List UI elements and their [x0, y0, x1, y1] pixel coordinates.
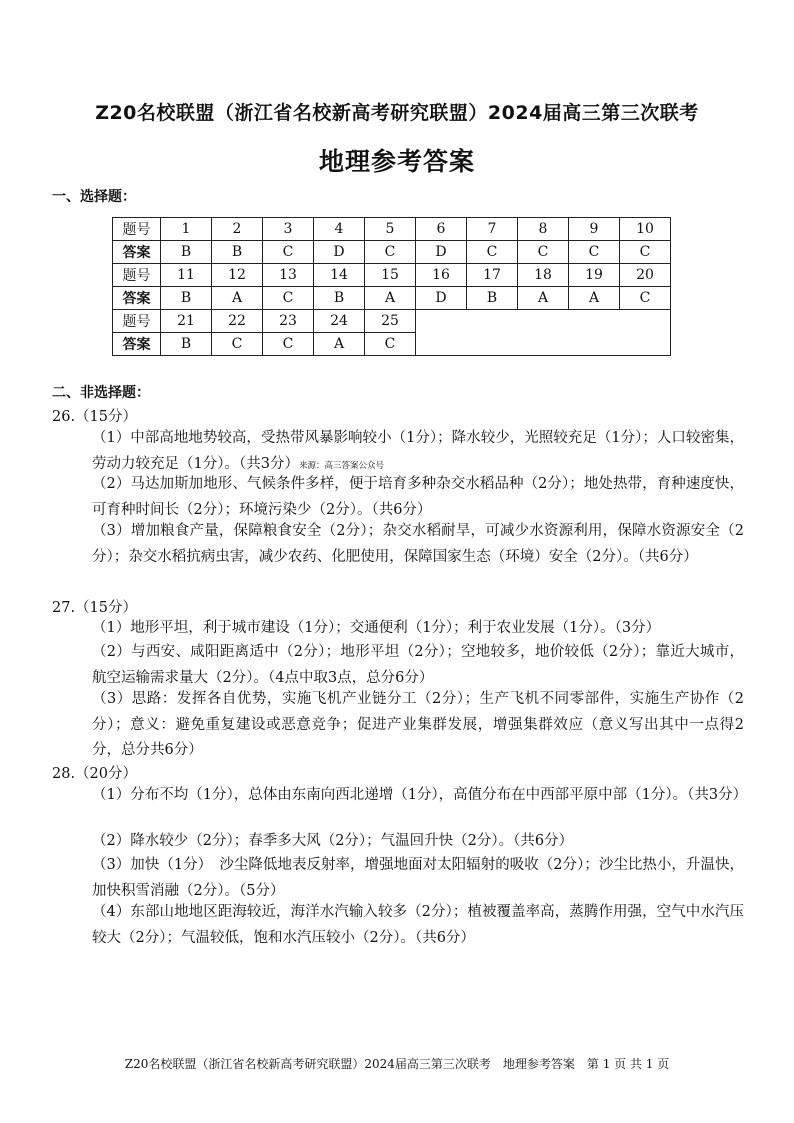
answer-row-label: 答案 [113, 287, 161, 310]
answer-cell: B [314, 287, 365, 310]
question-number-cell: 21 [161, 310, 212, 333]
q26-answer-1-text: （1）中部高地地势较高，受热带风暴影响较小（1分）；降水较少，光照较充足（1分）；人口较密集，劳动力较充足（1分）。（共3分） [92, 430, 744, 472]
question-row-label: 题号 [113, 218, 161, 241]
table-row [113, 218, 671, 241]
answer-row-label: 答案 [113, 241, 161, 264]
answer-cell: A [518, 287, 569, 310]
empty-cell [416, 310, 671, 356]
answer-cell: C [569, 241, 620, 264]
question-number-cell: 15 [365, 264, 416, 287]
answer-cell: D [314, 241, 365, 264]
answer-cell: B [467, 287, 518, 310]
question-27-label: 27.（15分） [52, 600, 138, 616]
document-title: Z20名校联盟（浙江省名校新高考研究联盟）2024届高三第三次联考 [95, 102, 699, 124]
question-number-cell: 13 [263, 264, 314, 287]
question-number-cell: 10 [620, 218, 671, 241]
answer-cell: D [416, 241, 467, 264]
question-number-cell: 8 [518, 218, 569, 241]
q27-answer-3: （3）思路：发挥各自优势，实施飞机产业链分工（2分）；生产飞机不同零部件，实施生产协作（2分）；意义：避免重复建设或恶意竞争；促进产业集群发展，增强集群效应（意义写出其中一点得2分，总分共6分） [92, 691, 744, 758]
question-number-cell: 22 [212, 310, 263, 333]
answer-cell: C [365, 241, 416, 264]
question-number-cell: 18 [518, 264, 569, 287]
answer-cell: B [161, 333, 212, 356]
question-number-cell: 24 [314, 310, 365, 333]
question-26-label: 26.（15分） [52, 409, 138, 425]
question-number-cell: 19 [569, 264, 620, 287]
answer-cell: A [212, 287, 263, 310]
q28-answer-3: （3）加快（1分） 沙尘降低地表反射率，增强地面对太阳辐射的吸收（2分）；沙尘比热小，升温快，加快积雪消融（2分）。（5分） [92, 857, 744, 899]
question-number-cell: 23 [263, 310, 314, 333]
question-number-cell: 25 [365, 310, 416, 333]
question-number-cell: 3 [263, 218, 314, 241]
page-footer: Z20名校联盟（浙江省名校新高考研究联盟）2024届高三第三次联考 地理参考答案 第 1 页 共 1 页 [124, 1057, 670, 1071]
question-number-cell: 12 [212, 264, 263, 287]
question-number-cell: 16 [416, 264, 467, 287]
section-heading-choice: 一、选择题： [52, 189, 136, 205]
answer-cell: D [416, 287, 467, 310]
answer-cell: C [518, 241, 569, 264]
q27-answer-1: （1）地形平坦，利于城市建设（1分）；交通便利（1分）；利于农业发展（1分）。（3分） [92, 620, 661, 636]
q26-answer-2: （2）马达加斯加地形、气候条件多样，便于培育多种杂交水稻品种（2分）；地处热带，育种速度快，可育种时间长（2分）；环境污染少（2分）。（共6分） [92, 476, 744, 518]
answer-cell: C [467, 241, 518, 264]
question-number-cell: 1 [161, 218, 212, 241]
answer-cell: C [365, 333, 416, 356]
question-number-cell: 9 [569, 218, 620, 241]
question-28-label: 28.（20分） [52, 766, 138, 782]
question-number-cell: 17 [467, 264, 518, 287]
table-row [113, 241, 671, 264]
answer-cell: C [620, 287, 671, 310]
section-heading-nonchoice: 二、非选择题： [52, 385, 150, 401]
answer-cell: C [620, 241, 671, 264]
answer-table [112, 217, 671, 356]
q28-answer-4: （4）东部山地地区距海较近，海洋水汽输入较多（2分）；植被覆盖率高，蒸腾作用强，空气中水汽压较大（2分）；气温较低，饱和水汽压较小（2分）。（共6分） [92, 904, 744, 946]
question-number-cell: 6 [416, 218, 467, 241]
document-subtitle: 地理参考答案 [318, 147, 475, 176]
source-note: 来源：高三答案公众号 [298, 460, 384, 471]
answer-row-label: 答案 [113, 333, 161, 356]
answer-cell: B [212, 241, 263, 264]
answer-cell: C [263, 241, 314, 264]
question-number-cell: 7 [467, 218, 518, 241]
answer-cell: A [569, 287, 620, 310]
question-number-cell: 5 [365, 218, 416, 241]
answer-cell: C [212, 333, 263, 356]
question-row-label: 题号 [113, 310, 161, 333]
table-row [113, 264, 671, 287]
q26-answer-3: （3）增加粮食产量，保障粮食安全（2分）；杂交水稻耐旱，可减少水资源利用，保障水资源安全（2分）；杂交水稻抗病虫害，减少农药、化肥使用，保障国家生态（环境）安全（2分）。（共6分） [92, 523, 744, 565]
answer-cell: C [263, 287, 314, 310]
question-number-cell: 14 [314, 264, 365, 287]
question-number-cell: 11 [161, 264, 212, 287]
question-number-cell: 2 [212, 218, 263, 241]
answer-cell: A [314, 333, 365, 356]
q28-answer-1: （1）分布不均（1分），总体由东南向西北递增（1分），高值分布在中西部平原中部（1分）。（共3分） [92, 787, 748, 803]
answer-cell: C [263, 333, 314, 356]
table-row [113, 287, 671, 310]
answer-cell: B [161, 241, 212, 264]
q28-answer-2: （2）降水较少（2分）；春季多大风（2分）；气温回升快（2分）。（共6分） [92, 833, 574, 849]
answer-cell: A [365, 287, 416, 310]
answer-cell: B [161, 287, 212, 310]
q27-answer-2: （2）与西安、咸阳距离适中（2分）；地形平坦（2分）；空地较多，地价较低（2分）；靠近大城市，航空运输需求量大（2分）。（4点中取3点，总分6分） [92, 644, 744, 686]
table-row [113, 310, 671, 333]
question-number-cell: 20 [620, 264, 671, 287]
question-number-cell: 4 [314, 218, 365, 241]
question-row-label: 题号 [113, 264, 161, 287]
answer-table-body [113, 218, 671, 356]
